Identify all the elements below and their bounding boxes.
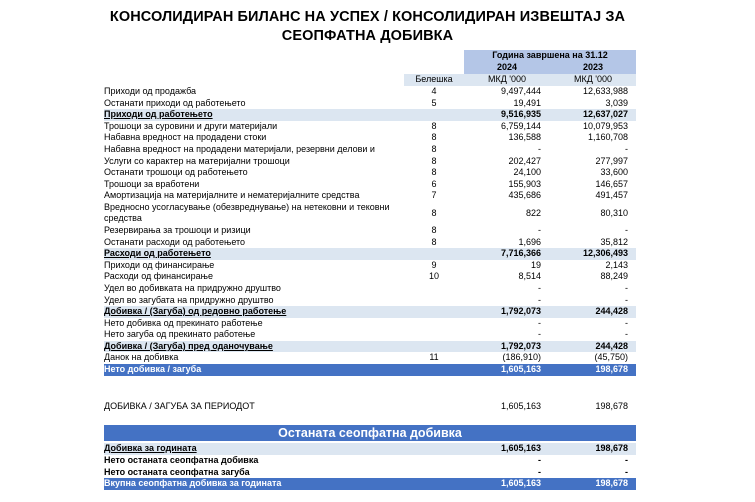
oci-table [104, 443, 636, 490]
row-value-2023: 12,633,988 [582, 86, 628, 96]
row-label: Приходи од продажба [104, 86, 197, 96]
row-value-2024: - [538, 329, 541, 340]
table-row [104, 156, 636, 168]
row-value-2024: 1,696 [518, 236, 541, 247]
row-value-2023: 244,428 [595, 306, 628, 317]
row-value-2024: - [538, 282, 541, 293]
row-value-2023: 10,079,953 [582, 120, 628, 131]
row-value-2024: - [538, 466, 541, 477]
table-row [104, 260, 636, 272]
table-row [104, 167, 636, 179]
table-row [104, 225, 636, 237]
row-label: Амортизација на материјалните и нематеријалните средства [104, 190, 360, 201]
row-note: 8 [431, 207, 437, 218]
row-label: Нето добивка / загуба [104, 364, 202, 375]
table-row [104, 179, 636, 191]
row-value-2024: - [538, 454, 541, 465]
header-unit-2023: МКД '000 [550, 74, 636, 86]
row-value-2024: 8,514 [518, 271, 541, 282]
row-value-2024: 822 [525, 207, 541, 218]
row-value-2024: 1,792,073 [500, 340, 541, 351]
row-value-2023: 198,678 [595, 478, 628, 489]
table-row [104, 283, 636, 295]
row-note: 8 [431, 132, 437, 143]
row-value-2023: - [625, 466, 628, 477]
row-value-2023: 277,997 [595, 155, 628, 166]
row-value-2024: 136,588 [508, 132, 541, 143]
row-label: Добивка за годината [104, 443, 197, 453]
row-value-2023: 88,249 [600, 271, 628, 282]
row-label: Останати трошоци од работењето [104, 167, 248, 178]
header-year-2024: 2024 [464, 62, 550, 74]
row-note: 8 [431, 236, 437, 247]
row-value-2024: 7,716,366 [500, 248, 541, 259]
row-note: 9 [431, 259, 437, 270]
row-label: Трошоци за суровини и други материјали [104, 120, 278, 131]
report-title-line2: СЕОПФАТНА ДОБИВКА [281, 28, 454, 44]
row-value-2023: 491,457 [595, 190, 628, 201]
row-value-2023: 2,143 [605, 259, 628, 270]
row-value-2023: (45,750) [594, 352, 628, 363]
table-row [104, 295, 636, 307]
header-year-2023: 2023 [550, 62, 636, 74]
row-value-2024: - [538, 143, 541, 154]
row-label: Услуги со карактер на материјални трошоци [104, 155, 290, 166]
period-result-row [104, 400, 636, 412]
row-label: Трошоци за вработени [104, 178, 200, 189]
row-label: Приходи од работењето [104, 109, 213, 120]
row-note: 8 [431, 167, 437, 178]
oci-section-title: Останата сеопфатна добивка [104, 425, 636, 441]
table-row [104, 318, 636, 330]
row-note: 4 [431, 86, 437, 96]
row-label: Резервирања за трошоци и ризици [104, 224, 251, 235]
row-label: Нето останата сеопфатна загуба [104, 466, 250, 477]
table-row [104, 202, 636, 225]
table-row [104, 144, 636, 156]
table-row [104, 352, 636, 364]
row-value-2024: 6,759,144 [500, 120, 541, 131]
table-row [104, 121, 636, 133]
row-value-2024: - [538, 224, 541, 235]
row-label: Останати приходи од работењето [104, 97, 246, 108]
row-label: Вкупна сеопфатна добивка за годината [104, 478, 282, 489]
row-value-2024: 155,903 [508, 178, 541, 189]
row-value-2023: 198,678 [595, 364, 628, 375]
table-row [104, 86, 636, 98]
income-statement-table [104, 86, 636, 376]
row-value-2024: 1,605,163 [500, 364, 541, 375]
row-value-2024: 1,605,163 [500, 478, 541, 489]
row-value-2023: 80,310 [600, 207, 628, 218]
row-value-2024: 9,497,444 [500, 86, 541, 96]
row-value-2023: 35,812 [600, 236, 628, 247]
header-unit-2024: МКД '000 [464, 74, 550, 86]
row-value-2024: (186,910) [502, 352, 541, 363]
row-value-2023: 1,160,708 [587, 132, 628, 143]
table-row [104, 98, 636, 110]
report-title [80, 8, 655, 46]
row-value-2023: - [625, 294, 628, 305]
table-row [104, 329, 636, 341]
row-value-2023: - [625, 454, 628, 465]
table-row [104, 109, 636, 121]
row-value-2023: 244,428 [595, 340, 628, 351]
row-value-2023: 146,657 [595, 178, 628, 189]
row-note: 10 [428, 271, 439, 282]
row-value-2023: 33,600 [600, 167, 628, 178]
row-value-2023: 12,306,493 [582, 248, 628, 259]
row-note: 7 [431, 190, 437, 201]
row-note: 11 [429, 352, 439, 363]
report-title-line1: КОНСОЛИДИРАН БИЛАНС НА УСПЕХ / КОНСОЛИДИРАН ИЗВЕШТАЈ ЗА [109, 9, 626, 25]
row-value-2023: - [625, 329, 628, 340]
row-value-2024: 24,100 [513, 167, 541, 178]
row-note: 6 [431, 178, 437, 189]
row-label: Приходи од финансирање [104, 259, 215, 270]
row-label: Удел во добивката на придружно друштво [104, 282, 281, 293]
row-label: Нето добивка од прекинато работење [104, 317, 263, 328]
table-row [104, 237, 636, 249]
row-value-2023: - [625, 224, 628, 235]
header-note-column: Белешка [404, 74, 464, 86]
row-value-2023: 3,039 [605, 97, 628, 108]
row-value-2023: - [625, 317, 628, 328]
row-note: 8 [431, 143, 437, 154]
row-value-2023: 198,678 [595, 443, 628, 453]
table-row [104, 341, 636, 353]
row-value-2023: - [625, 282, 628, 293]
row-note: 8 [431, 224, 437, 235]
table-row [104, 248, 636, 260]
row-label: Вредносно усогласување (обезвреднување) на нетековни и тековни средства [104, 201, 390, 224]
row-value-2024: 1,605,163 [500, 443, 541, 453]
table-row [104, 455, 636, 467]
row-value-2024: 19,491 [513, 97, 541, 108]
row-value-2024: - [538, 317, 541, 328]
row-value-2024: - [538, 294, 541, 305]
row-label: Удел во загубата на придружно друштво [104, 294, 274, 305]
period-result-2024: 1,605,163 [500, 401, 541, 411]
row-label: Нето загуба од прекинато работење [104, 329, 256, 340]
row-label: Нето останата сеопфатна добивка [104, 454, 259, 465]
table-row [104, 306, 636, 318]
row-value-2024: 202,427 [508, 155, 541, 166]
table-row [104, 467, 636, 479]
row-label: Набавна вредност на продадени материјали, резервни делови и [104, 143, 375, 154]
row-value-2024: 435,686 [508, 190, 541, 201]
period-result-label: ДОБИВКА / ЗАГУБА ЗА ПЕРИОДОТ [104, 401, 255, 411]
header-year-ended: Година завршена на 31.12 [464, 50, 636, 62]
row-label: Останати расходи од работењето [104, 236, 246, 247]
table-row [104, 364, 636, 376]
table-row [104, 271, 636, 283]
row-label: Набавна вредност на продадени стоки [104, 132, 267, 143]
row-note: 8 [431, 120, 437, 131]
row-value-2024: 1,792,073 [500, 306, 541, 317]
period-result-2023: 198,678 [595, 401, 628, 411]
row-note: 8 [431, 155, 437, 166]
row-value-2024: 9,516,935 [500, 109, 541, 120]
row-value-2023: 12,637,027 [582, 109, 628, 120]
row-label: Добивка / (Загуба) пред оданочување [104, 340, 273, 351]
table-row [104, 132, 636, 144]
table-row [104, 443, 636, 455]
row-value-2024: 19 [530, 259, 541, 270]
row-label: Добивка / (Загуба) од редовно работење [104, 306, 287, 317]
row-label: Расходи од работењето [104, 248, 211, 259]
row-note: 5 [431, 97, 437, 108]
row-value-2023: - [625, 143, 628, 154]
table-row [104, 190, 636, 202]
row-label: Расходи од финансирање [104, 271, 213, 282]
row-label: Данок на добивка [104, 352, 179, 363]
table-row [104, 478, 636, 490]
